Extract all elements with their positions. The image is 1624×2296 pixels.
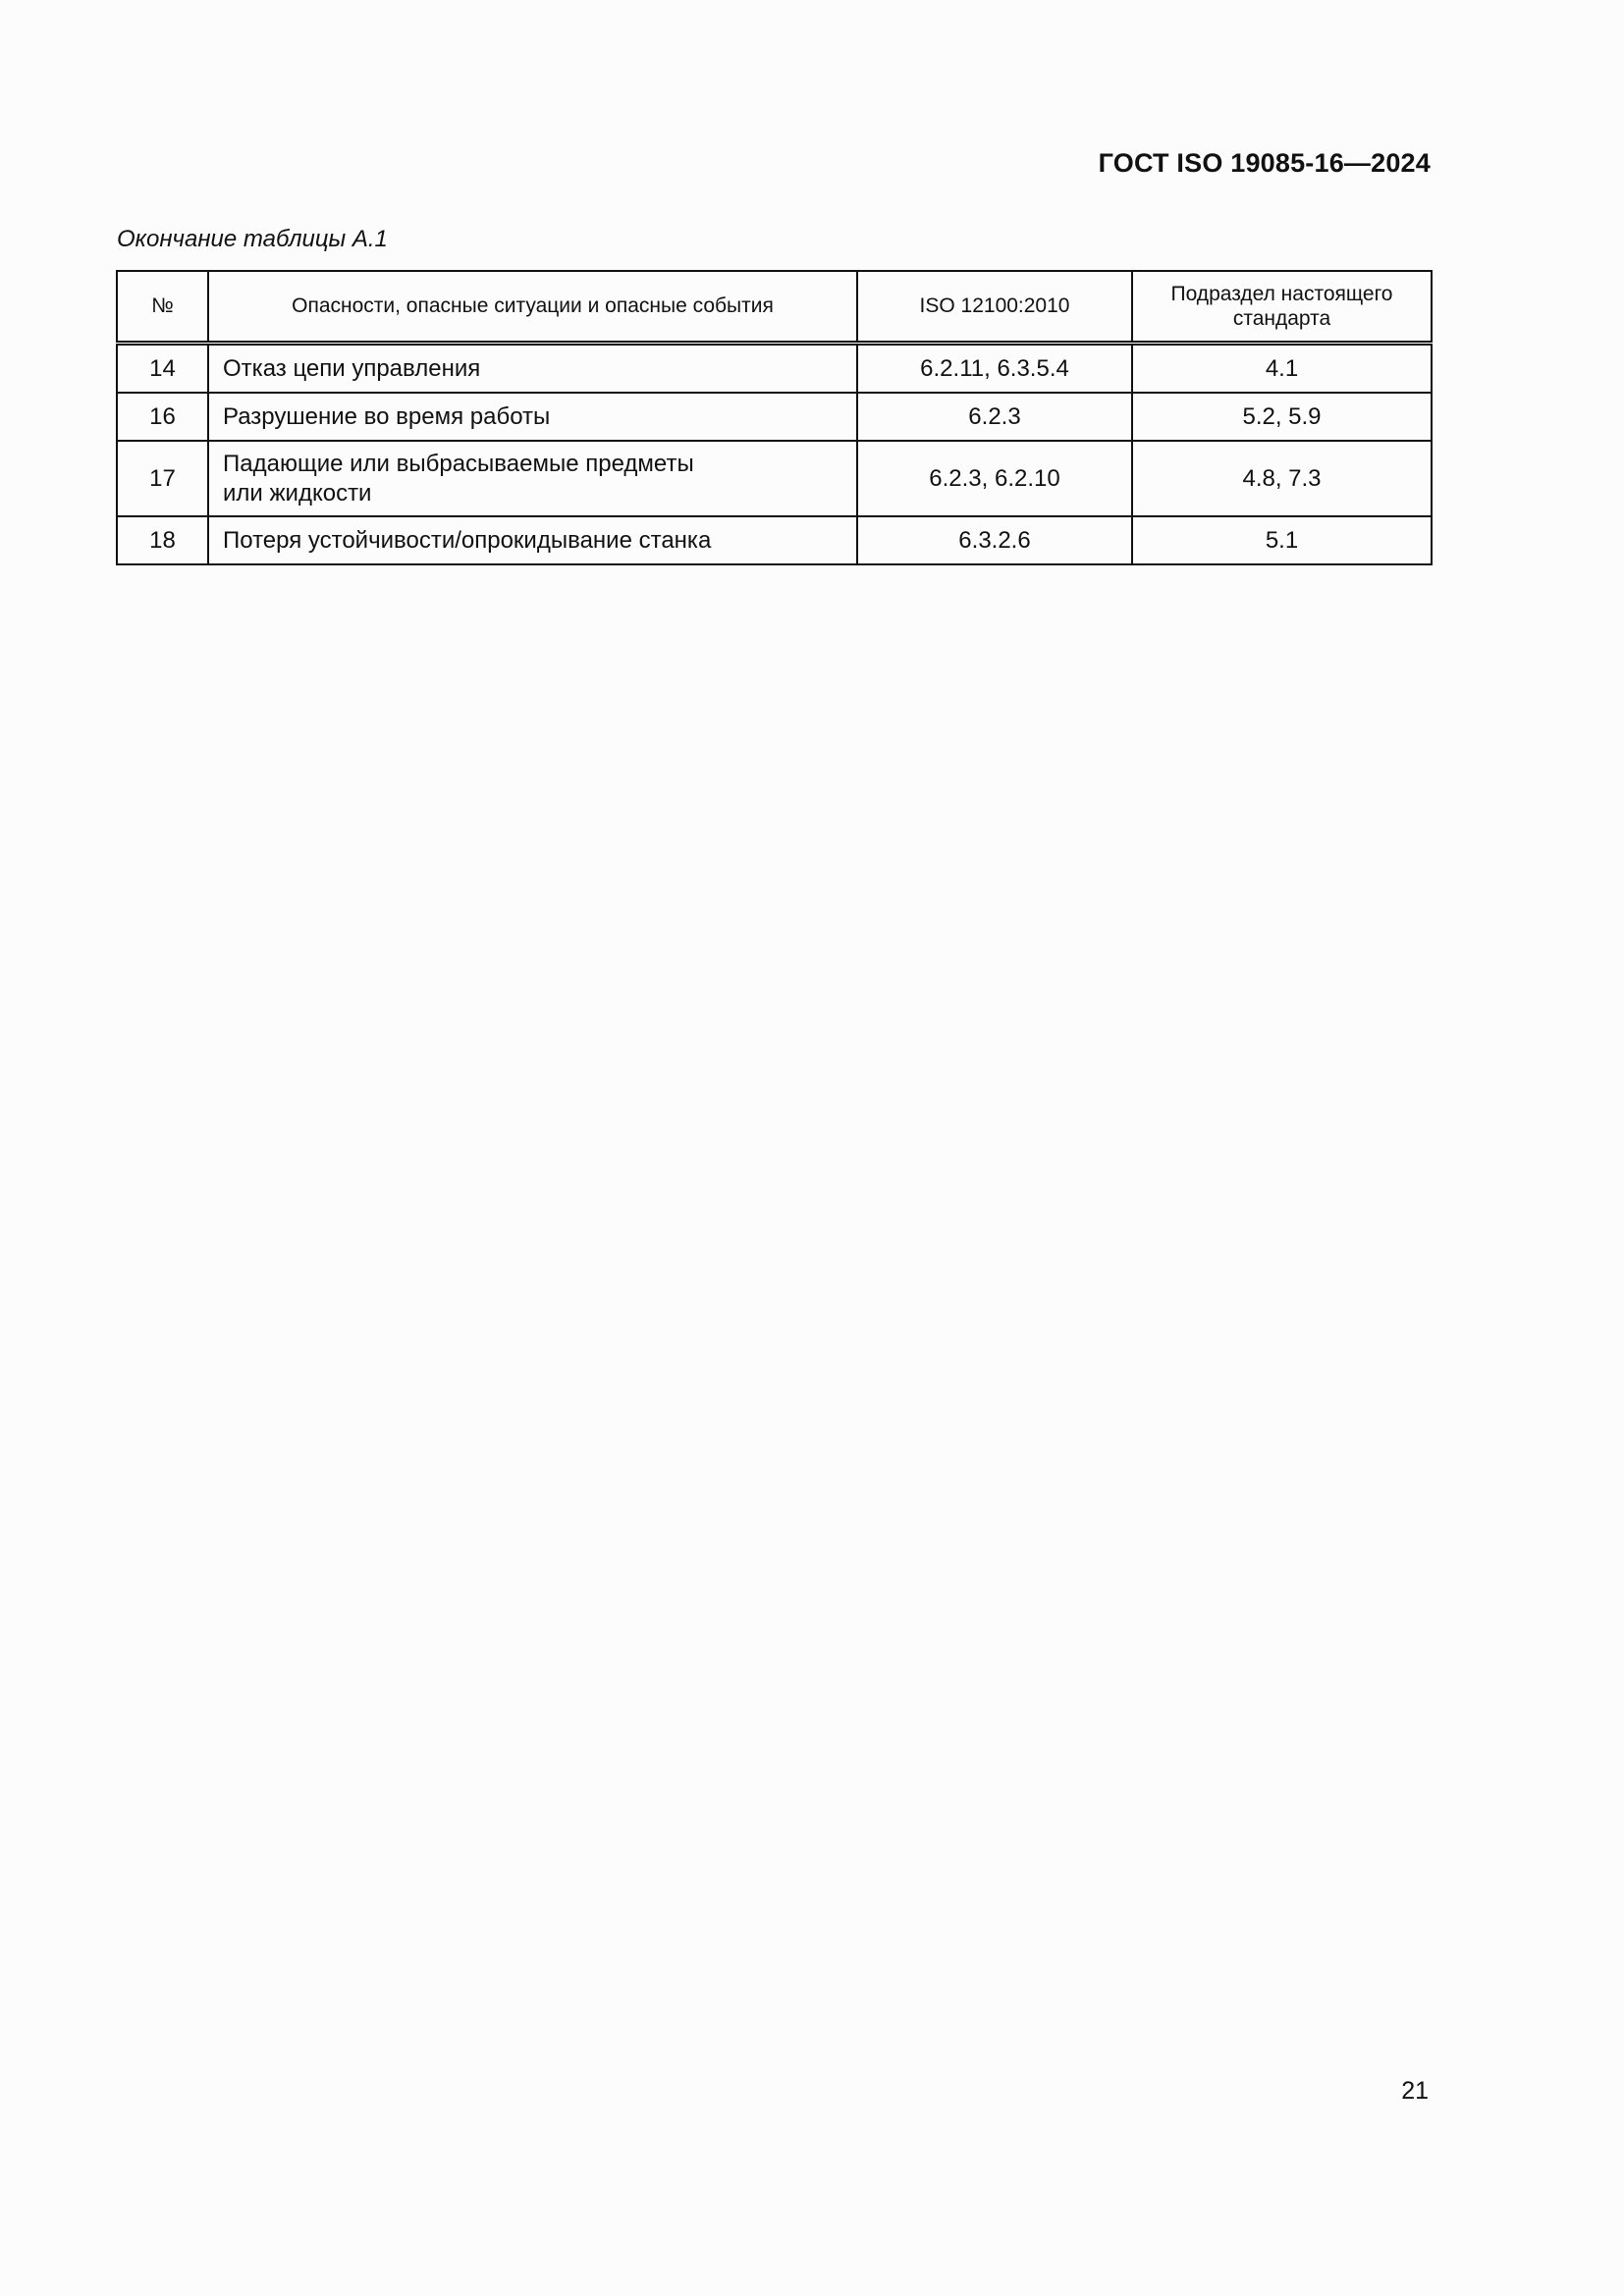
row-hazard: Разрушение во время работы <box>208 393 857 441</box>
row-number: 17 <box>117 441 208 516</box>
row-hazard-line2: или жидкости <box>223 479 372 507</box>
header-subsection-line1: Подраздел настоящего <box>1170 282 1393 305</box>
row-number: 14 <box>117 344 208 394</box>
header-subsection-line2: стандарта <box>1232 307 1331 330</box>
document-standard-header: ГОСТ ISO 19085-16—2024 <box>1098 148 1431 178</box>
row-iso: 6.3.2.6 <box>857 516 1132 564</box>
row-iso: 6.2.3 <box>857 393 1132 441</box>
table-caption: Окончание таблицы А.1 <box>117 226 388 252</box>
row-subsection: 4.1 <box>1132 344 1432 394</box>
row-iso: 6.2.3, 6.2.10 <box>857 441 1132 516</box>
table-row <box>117 344 1432 394</box>
row-subsection: 4.8, 7.3 <box>1132 441 1432 516</box>
header-subsection <box>1132 271 1432 344</box>
row-subsection: 5.1 <box>1132 516 1432 564</box>
row-hazard: Потеря устойчивости/опрокидывание станка <box>208 516 857 564</box>
header-iso: ISO 12100:2010 <box>857 271 1132 344</box>
row-number: 18 <box>117 516 208 564</box>
row-iso: 6.2.11, 6.3.5.4 <box>857 344 1132 394</box>
page-number: 21 <box>1401 2077 1429 2105</box>
row-number: 16 <box>117 393 208 441</box>
row-hazard <box>208 441 857 516</box>
row-subsection: 5.2, 5.9 <box>1132 393 1432 441</box>
hazards-table <box>116 270 1433 565</box>
table-row <box>117 393 1432 441</box>
header-hazard: Опасности, опасные ситуации и опасные события <box>208 271 857 344</box>
table-row <box>117 516 1432 564</box>
header-number: № <box>117 271 208 344</box>
row-hazard: Отказ цепи управления <box>208 344 857 394</box>
table-header-row <box>117 271 1432 344</box>
row-hazard-line1: Падающие или выбрасываемые предметы <box>223 450 694 477</box>
table-row <box>117 441 1432 516</box>
